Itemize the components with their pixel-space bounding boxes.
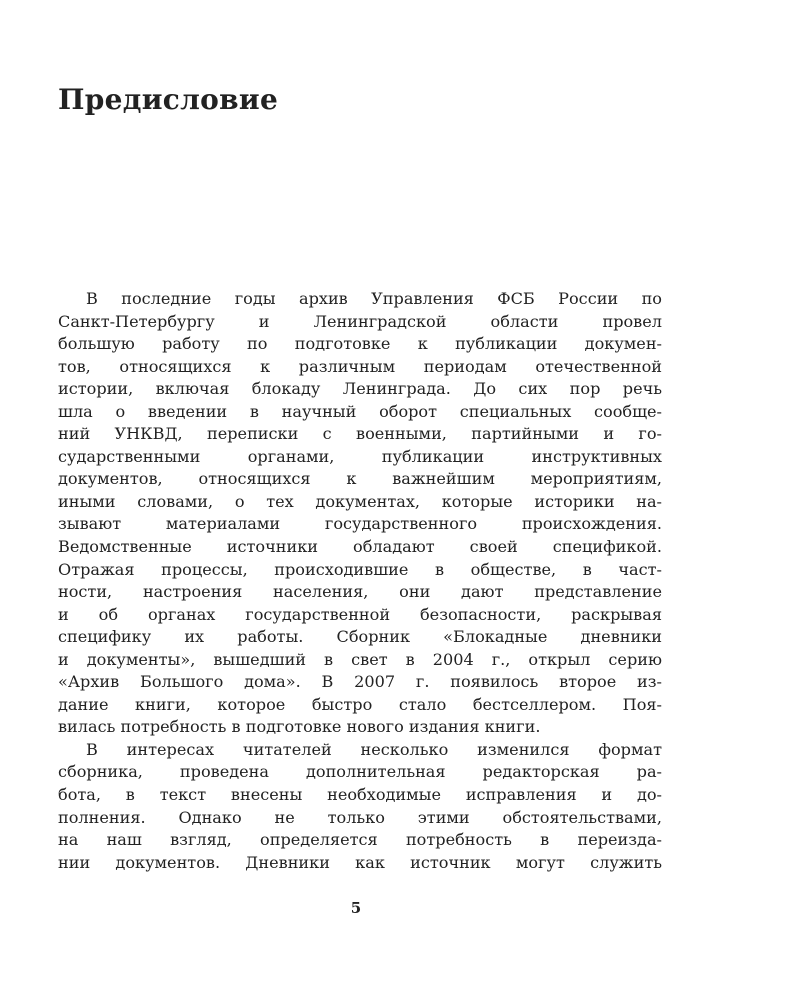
text-line: документов, относящихся к важнейшим мероприятиям, — [58, 469, 662, 489]
text-line: нии документов. Дневники как источник могут служить — [58, 852, 662, 872]
text-line: ний УНКВД, переписки с военными, партийными и го- — [58, 424, 662, 444]
page-number: 5 — [350, 899, 362, 917]
text-line: зывают материалами государственного происхождения. — [58, 514, 662, 534]
text-line: иными словами, о тех документах, которые историки на- — [58, 491, 662, 511]
text-line: сборника, проведена дополнительная редакторская ра- — [58, 762, 662, 782]
text-line: вилась потребность в подготовке нового издания книги. — [58, 717, 541, 737]
text-line: Ведомственные источники обладают своей спецификой. — [58, 537, 662, 557]
text-line: Отражая процессы, происходившие в обществе, в част- — [58, 559, 662, 579]
text-line: специфику их работы. Сборник «Блокадные дневники — [58, 627, 662, 647]
text-line: и об органах государственной безопасности, раскрывая — [58, 604, 662, 624]
text-line: В последние годы архив Управления ФСБ России по — [86, 289, 662, 308]
body-text — [58, 288, 662, 874]
text-line: ности, настроения населения, они дают представление — [58, 582, 662, 602]
text-line: бота, в текст внесены необходимые исправления и до- — [58, 785, 662, 805]
page-title: Предисловие — [58, 83, 279, 116]
text-line: истории, включая блокаду Ленинграда. До сих пор речь — [58, 379, 662, 399]
text-line: дание книги, которое быстро стало бестселлером. Поя- — [58, 694, 662, 714]
text-line: шла о введении в научный оборот специальных сообще- — [58, 401, 662, 421]
text-line: Санкт-Петербургу и Ленинградской области провел — [58, 311, 662, 331]
text-line: полнения. Однако не только этими обстоятельствами, — [58, 807, 662, 827]
text-line: тов, относящихся к различным периодам отечественной — [58, 356, 662, 376]
text-line: В интересах читателей несколько изменился формат — [86, 739, 662, 759]
text-line: большую работу по подготовке к публикации докумен- — [58, 334, 662, 354]
text-line: сударственными органами, публикации инструктивных — [58, 446, 662, 466]
text-line: и документы», вышедший в свет в 2004 г., открыл серию — [58, 649, 662, 669]
text-line: «Архив Большого дома». В 2007 г. появилось второе из- — [58, 672, 662, 692]
text-line: на наш взгляд, определяется потребность в переизда- — [58, 830, 662, 850]
